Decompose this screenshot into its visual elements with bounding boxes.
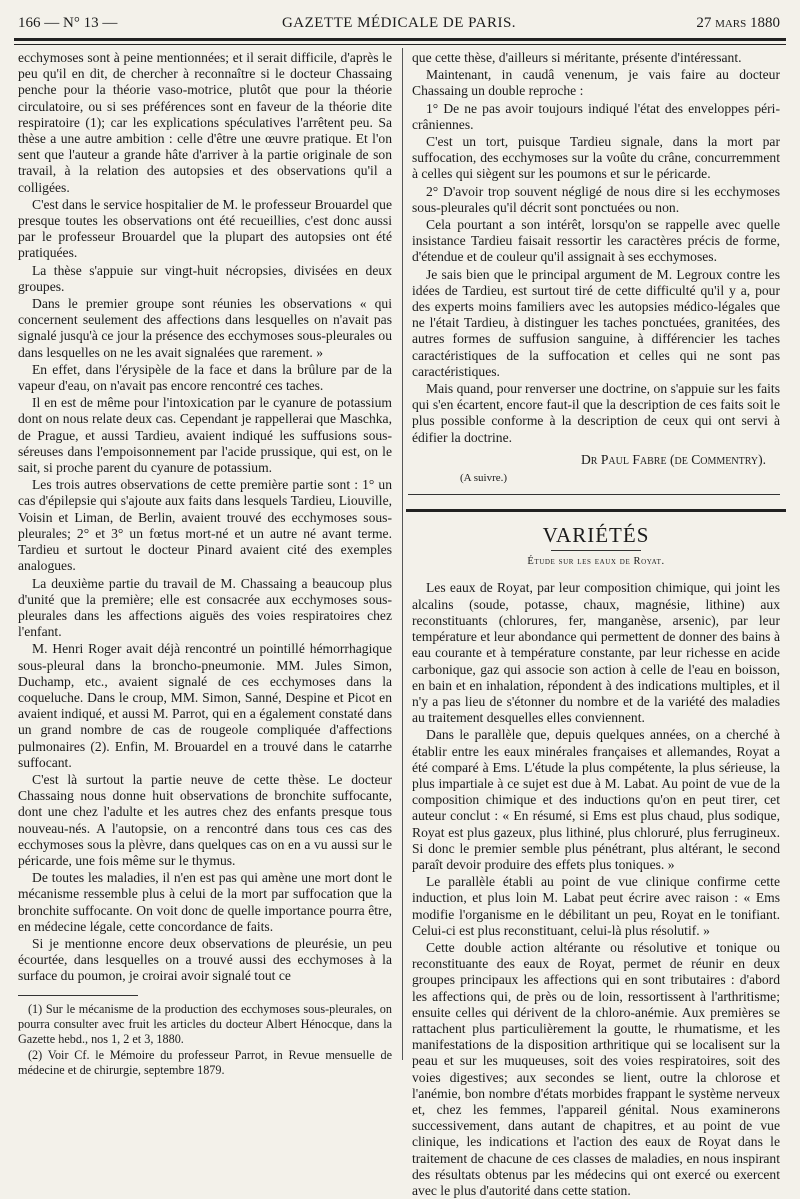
page-header [18,12,780,34]
header-rule-thick [14,38,786,41]
paragraph: ecchymoses sont à peine mentionnées; et il serait difficile, d'après le peu qu'il en dit, de chercher à reconnaître si le docteur Chassaing penche pour la théorie vaso-motrice, plutôt que pour la théorie circulatoire, ou si ses préférences sont en faveur de la théorie dite respiratoire (1); car les explications spéculatives l'arrêtent peu. Sa thèse a une autre ambition : celle d'être une œuvre pratique. Et l'on sent que l'auteur a grande hâte d'arriver à la partie originale de son travail, à la relation des autopsies et des observations qu'il a colligées. [18,50,392,195]
footnote: (2) Voir Cf. le Mémoire du professeur Parrot, in Revue mensuelle de médecine et de chirurgie, septembre 1879. [18,1047,392,1077]
to-be-continued: (A suivre.) [460,472,508,485]
section-subtitle: Étude sur les eaux de Royat. [527,556,665,568]
footnote-rule [18,995,138,996]
paragraph: Je sais bien que le principal argument de M. Legroux contre les idées de Tardieu, est surtout tiré de cette difficulté qu'il y a, pour des experts moins familiers avec les autopsies médico-légales que ne l'était Tardieu, à distinguer les taches ponctuées, granitées, des autres formes de suffusion sanguine, à différencier les taches caractéristiques de la suffocation et celles qui ne sont pas caractéristiques. [412,266,780,379]
paragraph: Mais quand, pour renverser une doctrine, on s'appuie sur les faits qui s'en écartent, encore faut-il que la description de ces faits soit le plus possible conforme à la description de ceux qui ont servi à édifier la doctrine. [412,381,780,445]
footnotes [18,1002,392,1078]
section-title: VARIÉTÉS [542,523,650,548]
paragraph: Il en est de même pour l'intoxication par le cyanure de potassium dont on nous relate deux cas. Cependant je rappellerai que Maschka, de Prague, et aussi Tardieu, avaient indiqué les suffusions sous-séreuses dans l'empoisonnement par l'acide prussique, qui est, on le sait, si proche parent du cyanure de potassium. [18,395,392,476]
paragraph: La thèse s'appuie sur vingt-huit nécropsies, divisées en deux groupes. [18,262,392,294]
paragraph: Maintenant, in caudâ venenum, je vais faire au docteur Chassaing un double reproche : [412,67,780,99]
paragraph: C'est là surtout la partie neuve de cette thèse. Le docteur Chassaing nous donne huit observations de bronchite suffocante, dont une chez l'adulte et les autres chez des enfants presque tous nouveau-nés. A l'autopsie, on a rencontré dans tous ces cas des ecchymoses sous la plèvre, dans quelques cas on en a vu aussi sur le péricarde, une fois même sur le thymus. [18,771,392,868]
section-separator-thick [406,509,786,512]
page-number: 166 — N° 13 — [18,15,118,31]
paragraph: M. Henri Roger avait déjà rencontré un pointillé hémorrhagique sous-pleural dans la broncho-pneumonie. MM. Jules Simon, Duchamp, etc., avaient signalé de ces ecchymoses dans la coqueluche. Dans le croup, MM. Simon, Sanné, Despine et Picot en avaient indiqué, et aussi M. Parrot, qui en a également constaté dans un grand nombre de cas de rougeole compliquée d'affections pulmonaires (2). Enfin, M. Brouardel en a trouvé dans le catarrhe suffocant. [18,641,392,770]
paragraph: La deuxième partie du travail de M. Chassaing a beaucoup plus d'unité que la première; elle est consacrée aux ecchymoses sous-pleurales dans les affections aiguës des voies respiratoires chez l'enfant. [18,575,392,640]
right-column [412,50,780,1198]
paragraph: C'est un tort, puisque Tardieu signale, dans la mort par suffocation, des ecchymoses sur la voûte du crâne, concurremment à celles qui siègent sur les poumons et sur le péricarde. [412,134,780,182]
section-separator-thin [408,494,780,495]
column-divider [402,48,403,1060]
paragraph: Les eaux de Royat, par leur composition chimique, qui joint les alcalins (soude, potasse, chaux, magnésie, lithine) aux reconstituants (chlorures, fer, manganèse, arsenic), par leur température et leur abondance qui permettent de donner des bains à eau courante et à température constante, par leur richesse en acide carbonique, gaz qui associe son action à celle de l'eau en boisson, en bain et en inhalation, répondent à des indications multiples, et il n'y a pas lieu de s'étonner du nombre et de la variété des maladies au traitement desquelles elles conviennent. [412,580,780,726]
paragraph: que cette thèse, d'ailleurs si méritante, présente d'intéressant. [412,50,742,65]
paragraph: Les trois autres observations de cette première partie sont : 1° un cas d'épilepsie qui s'ajoute aux faits dans lesquels Tardieu, Liouville, Voisin et Liman, de Berlin, avaient trouvé des ecchymoses sous-pleurales; 2° et 3° un fœtus mort-né et un autre né avant terme. Tardieu et surtout le docteur Pinard avaient cité des exemples analogues. [18,477,392,574]
paragraph: 2° D'avoir trop souvent négligé de nous dire si les ecchymoses sous-pleurales qu'il décrit sont ponctuées ou non. [412,183,780,215]
section-title-rule [551,550,641,551]
paragraph: Dans le parallèle que, depuis quelques années, on a cherché à établir entre les eaux minérales françaises et allemandes, Royat a été comparé à Ems. L'étude la plus compétente, la plus sérieuse, la plus impartiale à ce sujet est due à M. Labat. Au point de vue de la composition chimique et des inductions qu'on en peut tirer, cet auteur conclut : « En résumé, si Ems est plus chaud, plus sodique, Royat est plus gazeux, plus lithiné, plus chloruré, plus ferrugineux. Si donc le premier semble plus pénétrant, plus altérant, le second paraît devoir produire des effets plus toniques. » [412,727,780,872]
paragraph: 1° De ne pas avoir toujours indiqué l'état des enveloppes péri-crâniennes. [412,100,780,132]
paragraph: Cette double action altérante ou résolutive et tonique ou reconstituante des eaux de Royat, permet de réunir en deux groupes principaux les affections qui en sont tributaires : d'abord les affections qui, de près ou de loin, ressortissent à l'arthritisme; ensuite celles qui dérivent de la chloro-anémie. Aux premières se rattachent plus particulièrement la goutte, le rhumatisme, et les manifestations de la disposition arthritique qui se localisent sur la peau et sur les muqueuses, soit des voies respiratoires, soit des voies digestives; aux secondes se lient, outre la chlorose et l'anémie, bon nombre d'états morbides frappant le système nerveux et, chez les femmes, l'appareil génital. Nous examinerons successivement, dans autant de chapitres, et au point de vue clinique, les indications et l'action des eaux de Royat dans le traitement de chacune de ces classes de maladies, en nous inspirant des résultats obtenus par les médecins qui ont exercé ou exercent avec le plus d'autorité dans cette station. [412,939,780,1198]
paragraph: C'est dans le service hospitalier de M. le professeur Brouardel que presque toutes les observations ont été recueillies, c'est donc aussi par le professeur Brouardel que la plupart des autopsies ont été pratiquées. [18,196,392,261]
paragraph: En effet, dans l'érysipèle de la face et dans la brûlure par de la vapeur d'eau, on n'avait pas encore rencontré ces taches. [18,361,392,394]
header-rule-thin [14,44,786,45]
left-column [18,50,392,1077]
journal-title: GAZETTE MÉDICALE DE PARIS. [281,15,517,31]
paragraph: De toutes les maladies, il n'en est pas qui amène une mort dont le mécanisme ressemble plus à celui de la mort par suffocation que la bronchite suffocante. On voit donc de quelle importance pourra être, en médecine légale, cette concordance de faits. [18,870,392,934]
footnote: (1) Sur le mécanisme de la production des ecchymoses sous-pleurales, on pourra consulter avec fruit les articles du docteur Albert Hénocque, dans la Gazette hebd., nos 1, 2 et 3, 1880. [18,1001,392,1046]
paragraph: Si je mentionne encore deux observations de pleurésie, un peu écourtée, dans lesquelles on a trouvé aussi des ecchymoses à la surface du poumon, je croirai avoir signalé tout ce [18,935,392,984]
paragraph: Cela pourtant a son intérêt, lorsqu'on se rappelle avec quelle insistance Tardieu faisait ressortir les caractères précis de forme, d'étendue et de couleur qu'il assignait à ses ecchymoses. [412,217,780,265]
paragraph: Le parallèle établi au point de vue clinique confirme cette induction, et plus loin M. Labat peut écrire avec raison : « Ems modifie l'organisme en le débilitant un peu, Royat en le tonifiant. Celui-ci est plus reconstituant, celui-là plus résolutif. » [412,874,780,938]
issue-date: 27 mars 1880 [696,15,780,31]
article-author: Dr Paul Fabre (de Commentry). [580,451,766,467]
paragraph: Dans le premier groupe sont réunies les observations « qui concernent seulement des affections dans lesquelles on n'avait pas signalé jusqu'à ce jour la présence des ecchymoses sous-pleurales ou dans lesquelles on ne les avait signalées que rarement. » [18,296,392,360]
